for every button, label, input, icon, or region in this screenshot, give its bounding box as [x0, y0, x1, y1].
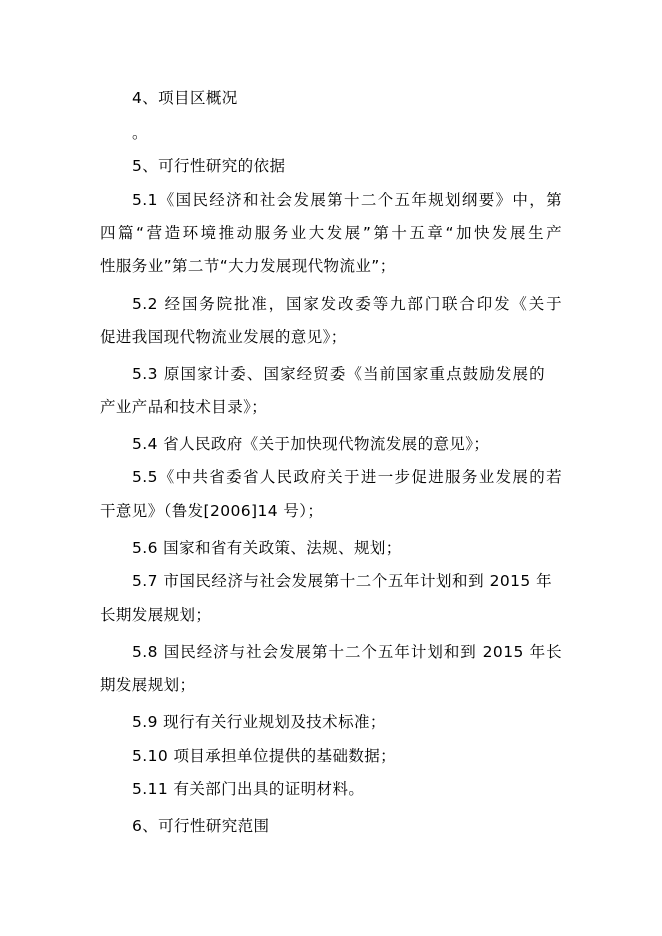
list-item-5-1-line-3: 性服务业”第二节“大力发展现代物流业”；	[100, 257, 396, 275]
list-item-5-2-line-2: 促进我国现代物流业发展的意见》；	[100, 328, 347, 346]
list-item-5-5-line-1: 5.5《中共省委省人民政府关于进一步促进服务业发展的若	[132, 468, 562, 486]
list-item-5-7-line-2: 长期发展规划；	[100, 606, 212, 624]
list-item-5-6: 5.6 国家和省有关政策、法规、规划；	[132, 539, 402, 557]
list-item-5-8-line-2: 期发展规划；	[100, 676, 196, 694]
list-item-5-8-line-1: 5.8 国民经济与社会发展第十二个五年计划和到 2015 年长	[132, 643, 562, 661]
list-item-5-5-line-2: 干意见》（鲁发[2006]14 号）；	[100, 502, 324, 520]
heading-section-4: 4、项目区概况	[132, 89, 238, 107]
list-item-5-2-line-1: 5.2 经国务院批准，国家发改委等九部门联合印发《关于	[132, 295, 562, 313]
heading-section-5: 5、可行性研究的依据	[132, 157, 286, 175]
list-item-5-9: 5.9 现行有关行业规划及技术标准；	[132, 713, 386, 731]
list-item-5-3-line-1: 5.3 原国家计委、国家经贸委《当前国家重点鼓励发展的	[132, 365, 545, 383]
list-item-5-4: 5.4 省人民政府《关于加快现代物流发展的意见》；	[132, 435, 490, 453]
list-item-5-11: 5.11 有关部门出具的证明材料。	[132, 780, 365, 798]
list-item-5-1-line-2: 四篇“营造环境推动服务业大发展”第十五章“加快发展生产	[100, 224, 562, 242]
paragraph-line: 。	[132, 124, 148, 142]
list-item-5-10: 5.10 项目承担单位提供的基础数据；	[132, 747, 397, 765]
heading-section-6: 6、可行性研究范围	[132, 817, 270, 835]
list-item-5-7-line-1: 5.7 市国民经济与社会发展第十二个五年计划和到 2015 年	[132, 572, 552, 590]
list-item-5-3-line-2: 产业产品和技术目录》；	[100, 398, 268, 416]
list-item-5-1-line-1: 5.1《国民经济和社会发展第十二个五年规划纲要》中，第	[132, 191, 562, 209]
